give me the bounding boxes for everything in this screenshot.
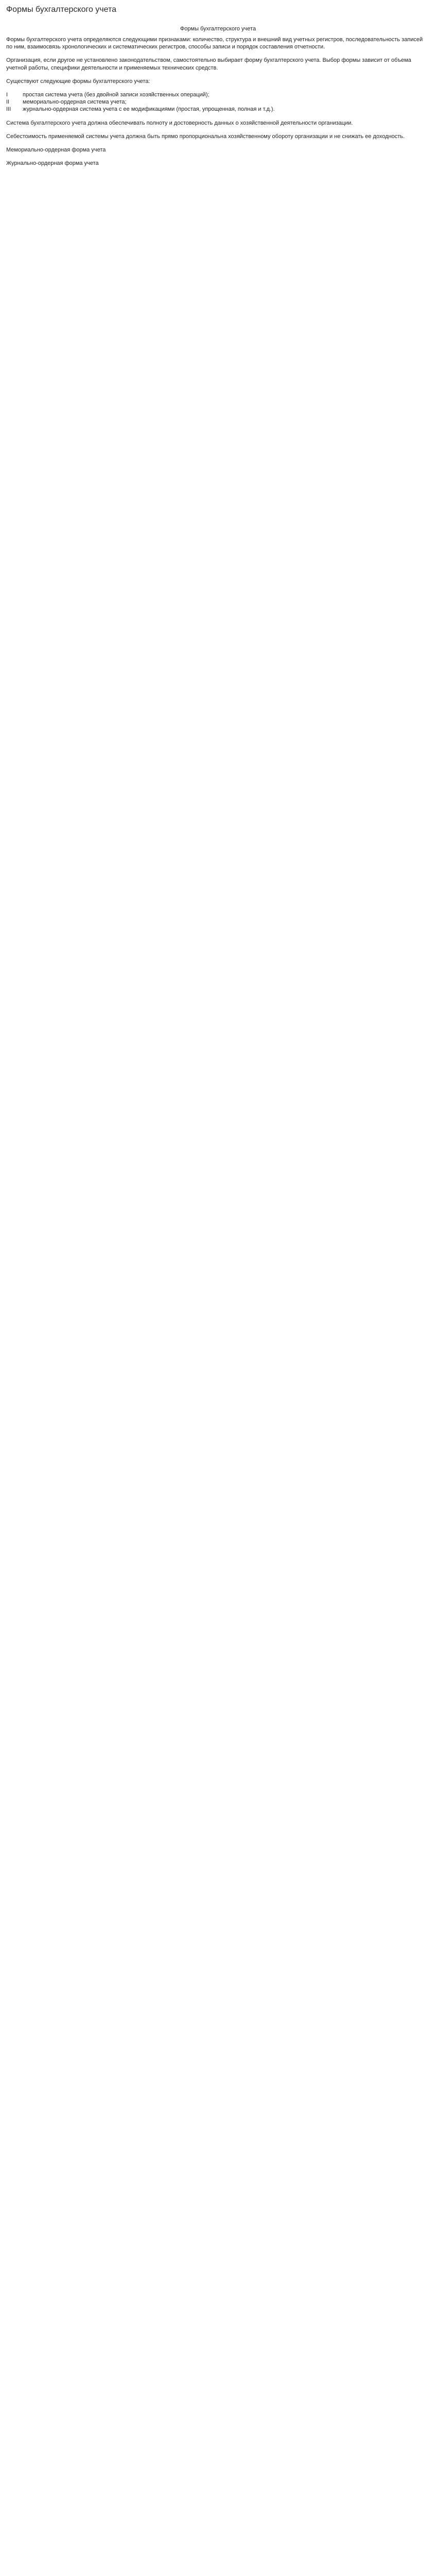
list-item <box>6 106 430 113</box>
paragraph: Себестоимость применяемой системы учета должна быть прямо пропорциональна хозяйственному обороту организации и не снижать ее доходность. <box>6 133 405 140</box>
list-item-marker: III <box>6 106 11 113</box>
paragraph: Мемориально-ордерная форма учета <box>6 147 106 154</box>
forms-list <box>6 91 430 113</box>
paragraph: Журнально-ордерная форма учета <box>6 160 99 167</box>
list-item <box>6 98 430 106</box>
list-item-marker: I <box>6 92 8 98</box>
paragraph: Формы бухгалтерского учета определяются следующими признаками: количество, структура и внешний вид учетных регистров, последовательность записей по ним, взаимосвязь хронологических и систематических регистров, способы записи и порядок составления отчетности. <box>6 37 423 50</box>
list-item-marker: II <box>6 99 10 106</box>
list-item <box>6 91 430 98</box>
paragraph: Организация, если другое не установлено законодательством, самостоятельно выбирает форму бухгалтерского учета. Выбор формы зависит от объема учетной работы, специфики деятельности и применяемых технических средств. <box>6 57 411 71</box>
paragraph: Система бухгалтерского учета должна обеспечивать полноту и достоверность данных о хозяйственной деятельности организации. <box>6 120 353 126</box>
document-subtitle: Формы бухгалтерского учета <box>180 26 256 32</box>
list-item-text: журнально-ордерная система учета с ее модификациями (простая, упрощенная, полная и т.д.). <box>23 106 275 113</box>
list-item-text: простая система учета (без двойной записи хозяйственных операций); <box>23 92 210 98</box>
intro-section <box>6 36 430 85</box>
document-page <box>0 5 436 167</box>
list-item-text: мемориально-ордерная система учета; <box>23 99 127 106</box>
document-body <box>6 120 430 167</box>
page-title: Формы бухгалтерского учета <box>6 5 117 14</box>
paragraph: Существуют следующие формы бухгалтерского учета: <box>6 78 150 84</box>
